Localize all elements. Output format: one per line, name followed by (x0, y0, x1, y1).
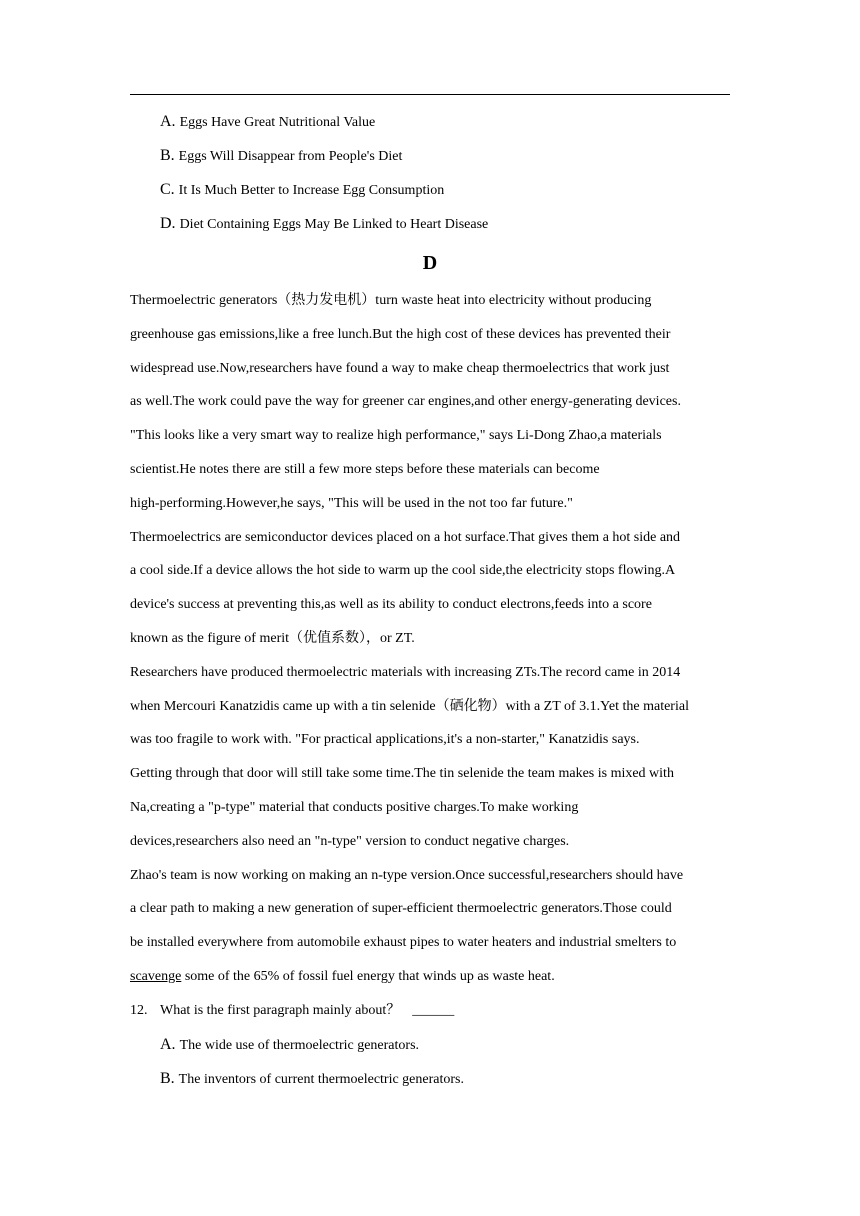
question-12-options (160, 1034, 730, 1102)
option-text: The inventors of current thermoelectric generators. (178, 1072, 464, 1087)
option-text: Eggs Have Great Nutritional Value (179, 115, 376, 130)
question-number: 12. (130, 1003, 148, 1018)
passage-line: scientist.He notes there are still a few more steps before these materials can become (130, 461, 600, 477)
passage-line-rest: some of the 65% of fossil fuel energy that winds up as waste heat. (181, 968, 555, 984)
option-text: It Is Much Better to Increase Egg Consumption (178, 183, 445, 198)
reading-passage (130, 290, 735, 1000)
underlined-word: scavenge (130, 968, 182, 984)
question-text: What is the first paragraph mainly about？ (160, 1003, 401, 1018)
option-text: Diet Containing Eggs May Be Linked to Heart Disease (179, 217, 489, 232)
option-b[interactable] (160, 145, 730, 179)
passage-line: devices,researchers also need an "n-type" version to conduct negative charges. (130, 833, 570, 849)
option-letter: C. (160, 181, 175, 198)
passage-line: known as the figure of merit（优值系数），or ZT. (130, 630, 415, 646)
previous-question-options (160, 111, 730, 247)
passage-line: Thermoelectric generators（热力发电机）turn waste heat into electricity without producing (130, 293, 652, 308)
passage-line: device's success at preventing this,as well as its ability to conduct electrons,feeds into a score (130, 597, 652, 613)
passage-line: Researchers have produced thermoelectric materials with increasing ZTs.The record came in 2014 (130, 664, 681, 680)
passage-line: was too fragile to work with. "For practical applications,it's a non-starter," Kanatzidis says. (130, 732, 640, 748)
option-c[interactable] (160, 179, 730, 213)
passage-line: a cool side.If a device allows the hot side to warm up the cool side,the electricity stops flowing.A (130, 563, 676, 579)
option-letter: B. (160, 1070, 175, 1087)
option-letter: D. (160, 215, 176, 232)
top-divider (130, 94, 730, 95)
passage-line: be installed everywhere from automobile exhaust pipes to water heaters and industrial smelters to (130, 935, 677, 951)
passage-line: when Mercouri Kanatzidis came up with a tin selenide（硒化物）with a ZT of 3.1.Yet the material (130, 698, 689, 714)
option-d[interactable] (160, 213, 730, 247)
section-heading: D (422, 252, 438, 274)
question-12 (130, 1000, 730, 1024)
passage-line: "This looks like a very smart way to realize high performance," says Li-Dong Zhao,a materials (130, 428, 662, 444)
passage-line-last (130, 966, 735, 1000)
passage-line: widespread use.Now,researchers have found a way to make cheap thermoelectrics that work just (130, 360, 670, 376)
passage-line: Zhao's team is now working on making an n-type version.Once successful,researchers should have (130, 867, 684, 883)
option-a[interactable] (160, 1034, 730, 1068)
option-text: The wide use of thermoelectric generators. (179, 1038, 420, 1053)
option-letter: A. (160, 1036, 176, 1053)
passage-line: a clear path to making a new generation of super-efficient thermoelectric generators.Those could (130, 901, 672, 917)
passage-line: Getting through that door will still take some time.The tin selenide the team makes is mixed with (130, 766, 674, 782)
passage-line: greenhouse gas emissions,like a free lunch.But the high cost of these devices has prevented their (130, 326, 671, 342)
answer-blank[interactable]: ______ (412, 1003, 455, 1018)
option-b[interactable] (160, 1068, 730, 1102)
passage-line: Na,creating a "p-type" material that conducts positive charges.To make working (130, 799, 579, 815)
passage-line: Thermoelectrics are semiconductor devices placed on a hot surface.That gives them a hot side and (130, 529, 681, 545)
option-a[interactable] (160, 111, 730, 145)
option-letter: B. (160, 147, 175, 164)
option-letter: A. (160, 113, 176, 130)
passage-line: high-performing.However,he says, "This will be used in the not too far future." (130, 495, 573, 511)
passage-line: as well.The work could pave the way for greener car engines,and other energy-generating devices. (130, 394, 681, 410)
option-text: Eggs Will Disappear from People's Diet (178, 149, 403, 164)
